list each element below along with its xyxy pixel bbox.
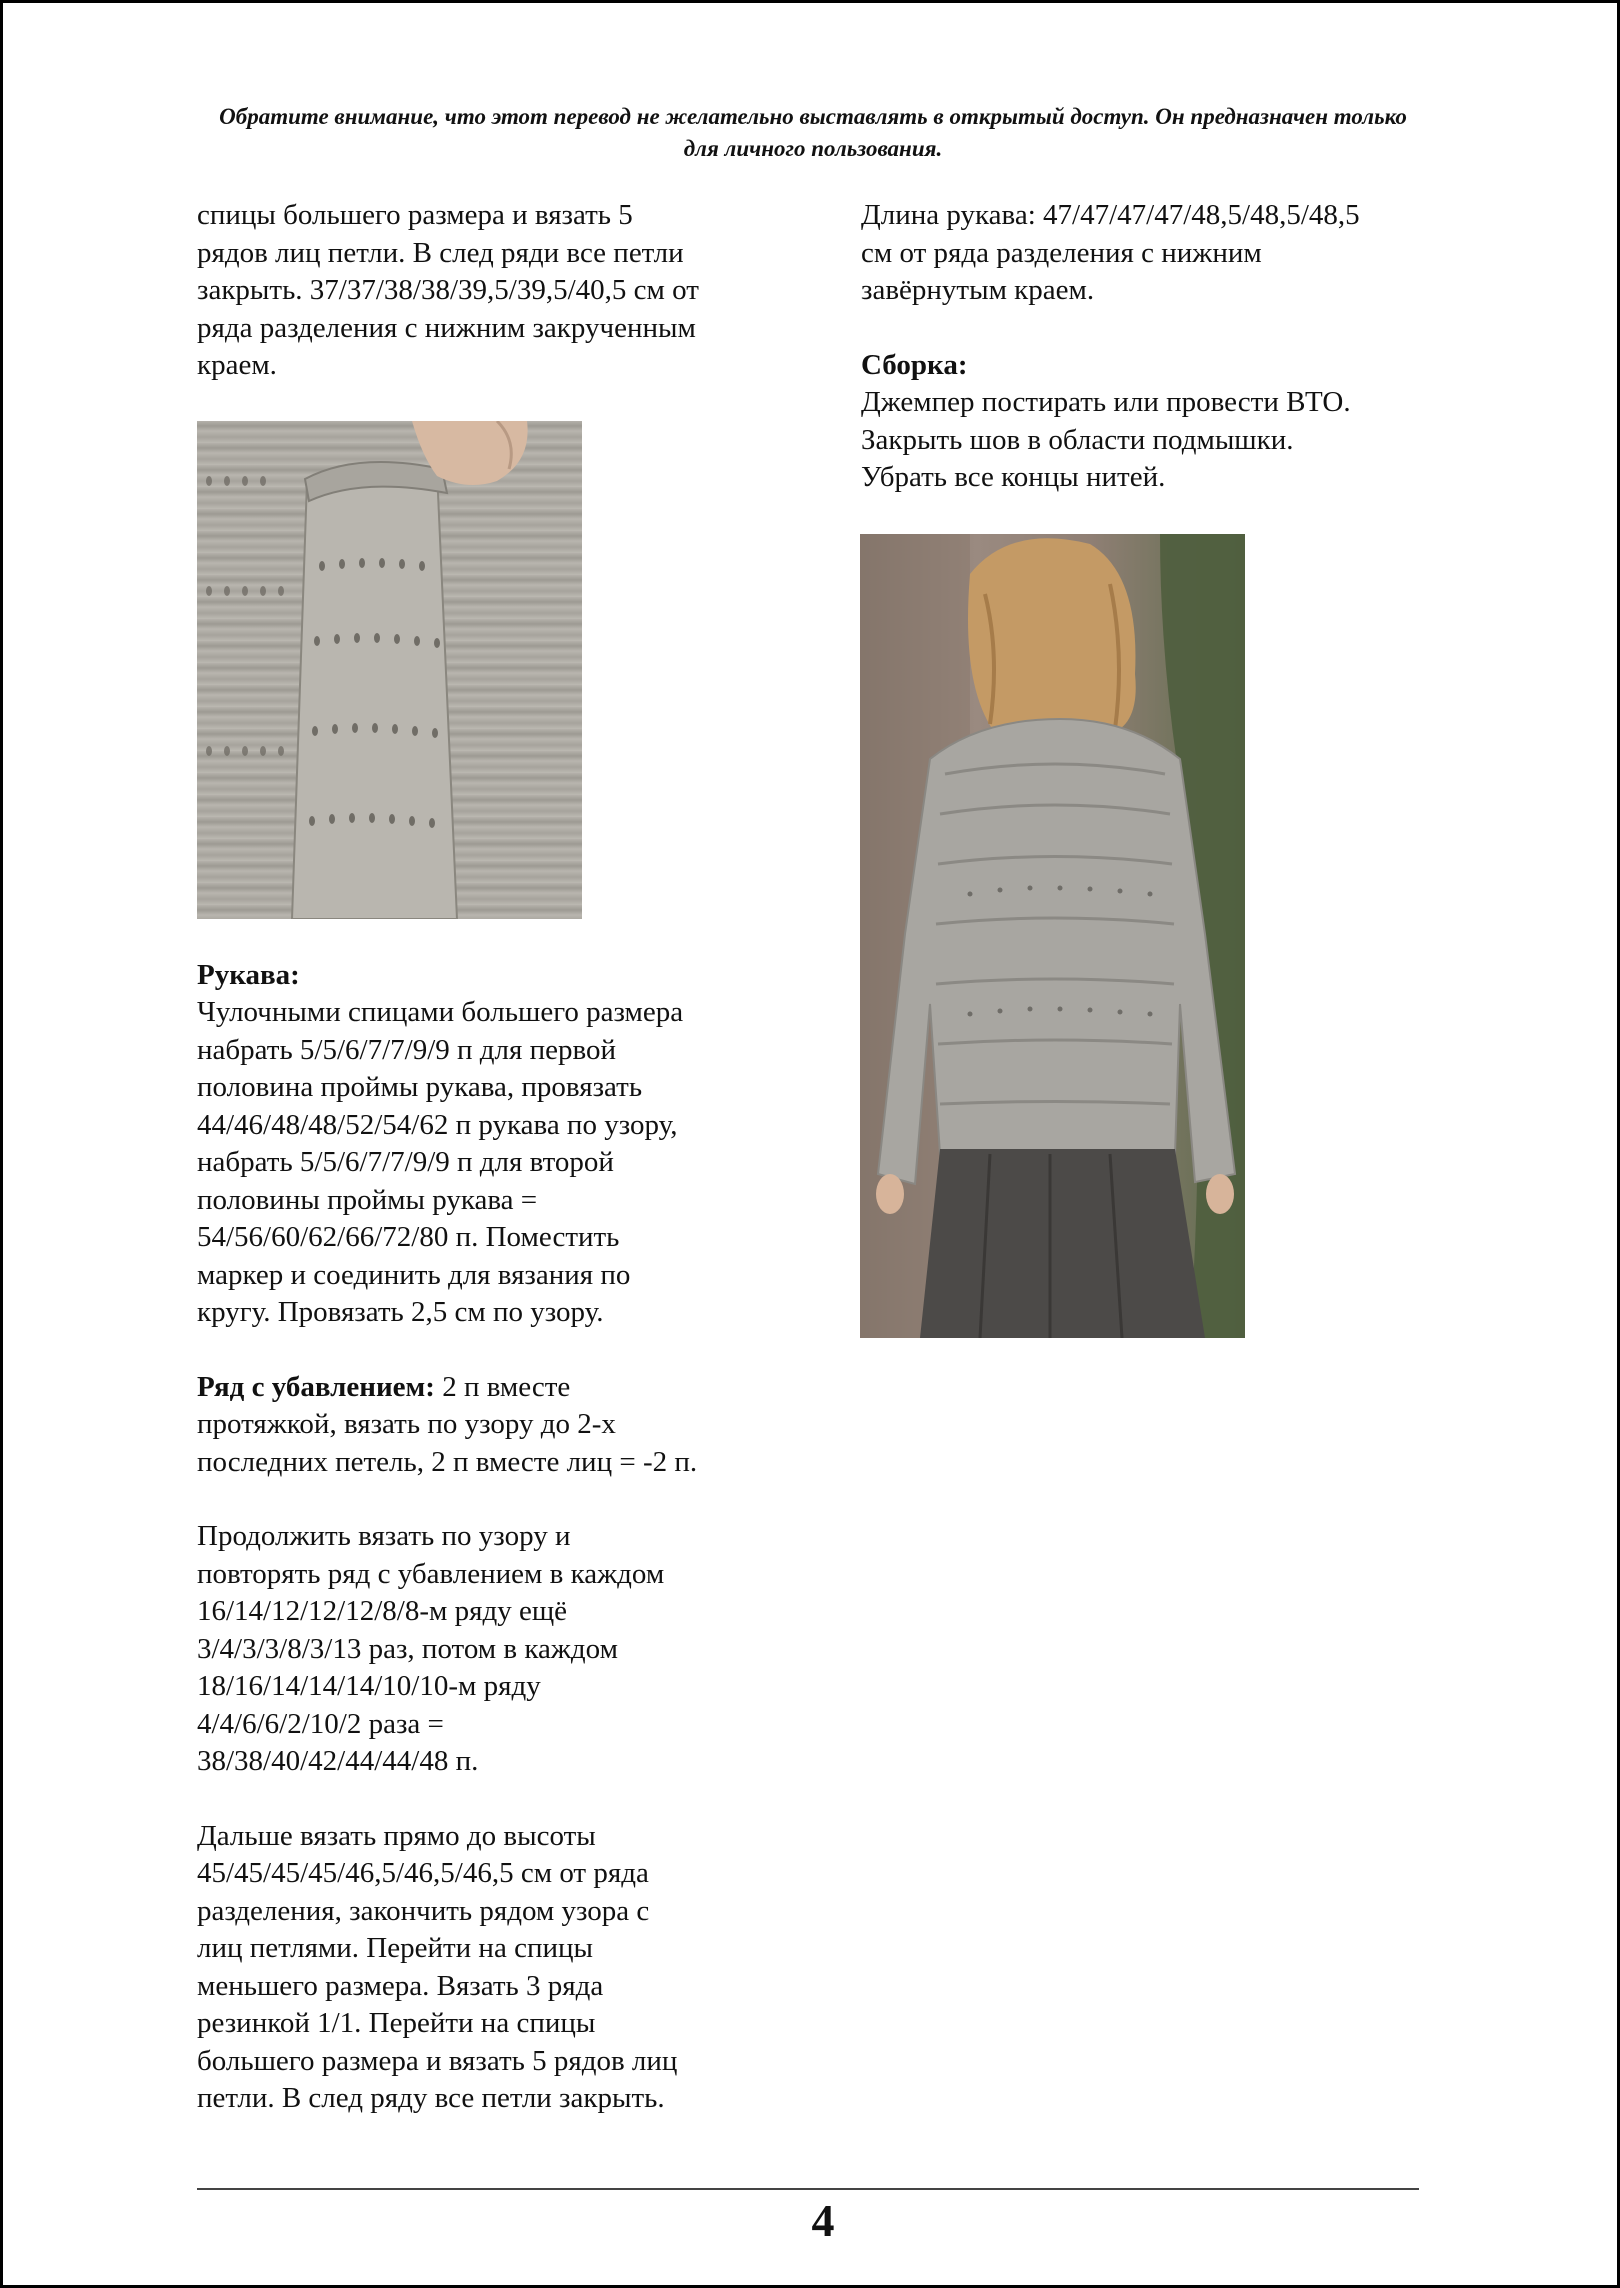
assembly-heading: Сборка: — [861, 348, 968, 381]
sleeves-heading: Рукава: — [197, 958, 300, 991]
sleeve-closeup-illustration — [197, 421, 582, 919]
sleeves-paragraph: Чулочными спицами большего размера набрать 5/5/6/7/7/9/9 п для первой половина проймы рукава, провязать 44/46/48/48/52/54/62 п рукава по узору, набрать 5/5/6/7/7/9/9 п для второй половины проймы рукава = 54/56/60/62/66/72/80 п. Поместить маркер и соединить для вязания по кругу. Провязать 2,5 см по узору. — [197, 996, 684, 1328]
continue-paragraph: Продолжить вязать по узору и повторять ряд с убавлением в каждом 16/14/12/12/12/8/8-м ряду ещё 3/4/3/3/8/3/13 раз, потом в каждом 18/16/14/14/14/10/10-м ряду 4/4/6/6/2/10/2 раза = 38/38/40/42/44/44/48 п. — [197, 1520, 665, 1777]
assembly-paragraph: Джемпер постирать или провести ВТО. Закрыть шов в области подмышки. Убрать все концы нитей. — [861, 386, 1351, 493]
decrease-text: 2 п вместе протяжкой, вязать по узору до 2-х последних петель, 2 п вместе лиц = -2 п. — [197, 1370, 698, 1478]
sleeve-length-paragraph: Длина рукава: 47/47/47/47/48,5/48,5/48,5 см от ряда разделения с нижним завёрнутым краем. — [861, 199, 1360, 306]
sweater-model-photo — [860, 534, 1245, 1338]
right-column — [861, 197, 1461, 497]
copyright-notice: Обратите внимание, что этот перевод не желательно выставлять в открытый доступ. Он предназначен только для личного пользования. — [219, 104, 1407, 161]
decrease-label: Ряд с убавлением: — [197, 1370, 435, 1403]
sweater-model-illustration — [860, 534, 1245, 1338]
final-paragraph: Дальше вязать прямо до высоты 45/45/45/45/46,5/46,5/46,5 см от ряда разделения, закончить рядом узора с лиц петлями. Перейти на спицы меньшего размера. Вязать 3 ряда резинкой 1/1. Перейти на спицы большего размера и вязать 5 рядов лиц петли. В след ряду все петли закрыть. — [197, 1819, 678, 2114]
footer-divider — [197, 2188, 1419, 2190]
intro-paragraph: спицы большего размера и вязать 5 рядов лиц петли. В след ряди все петли закрыть. 37/37/38/38/39,5/39,5/40,5 см от ряда разделения с нижним закрученным краем. — [197, 199, 699, 381]
page-number: 4 — [811, 2195, 835, 2246]
decrease-paragraph — [197, 1369, 787, 1482]
sleeve-closeup-photo — [197, 421, 582, 919]
